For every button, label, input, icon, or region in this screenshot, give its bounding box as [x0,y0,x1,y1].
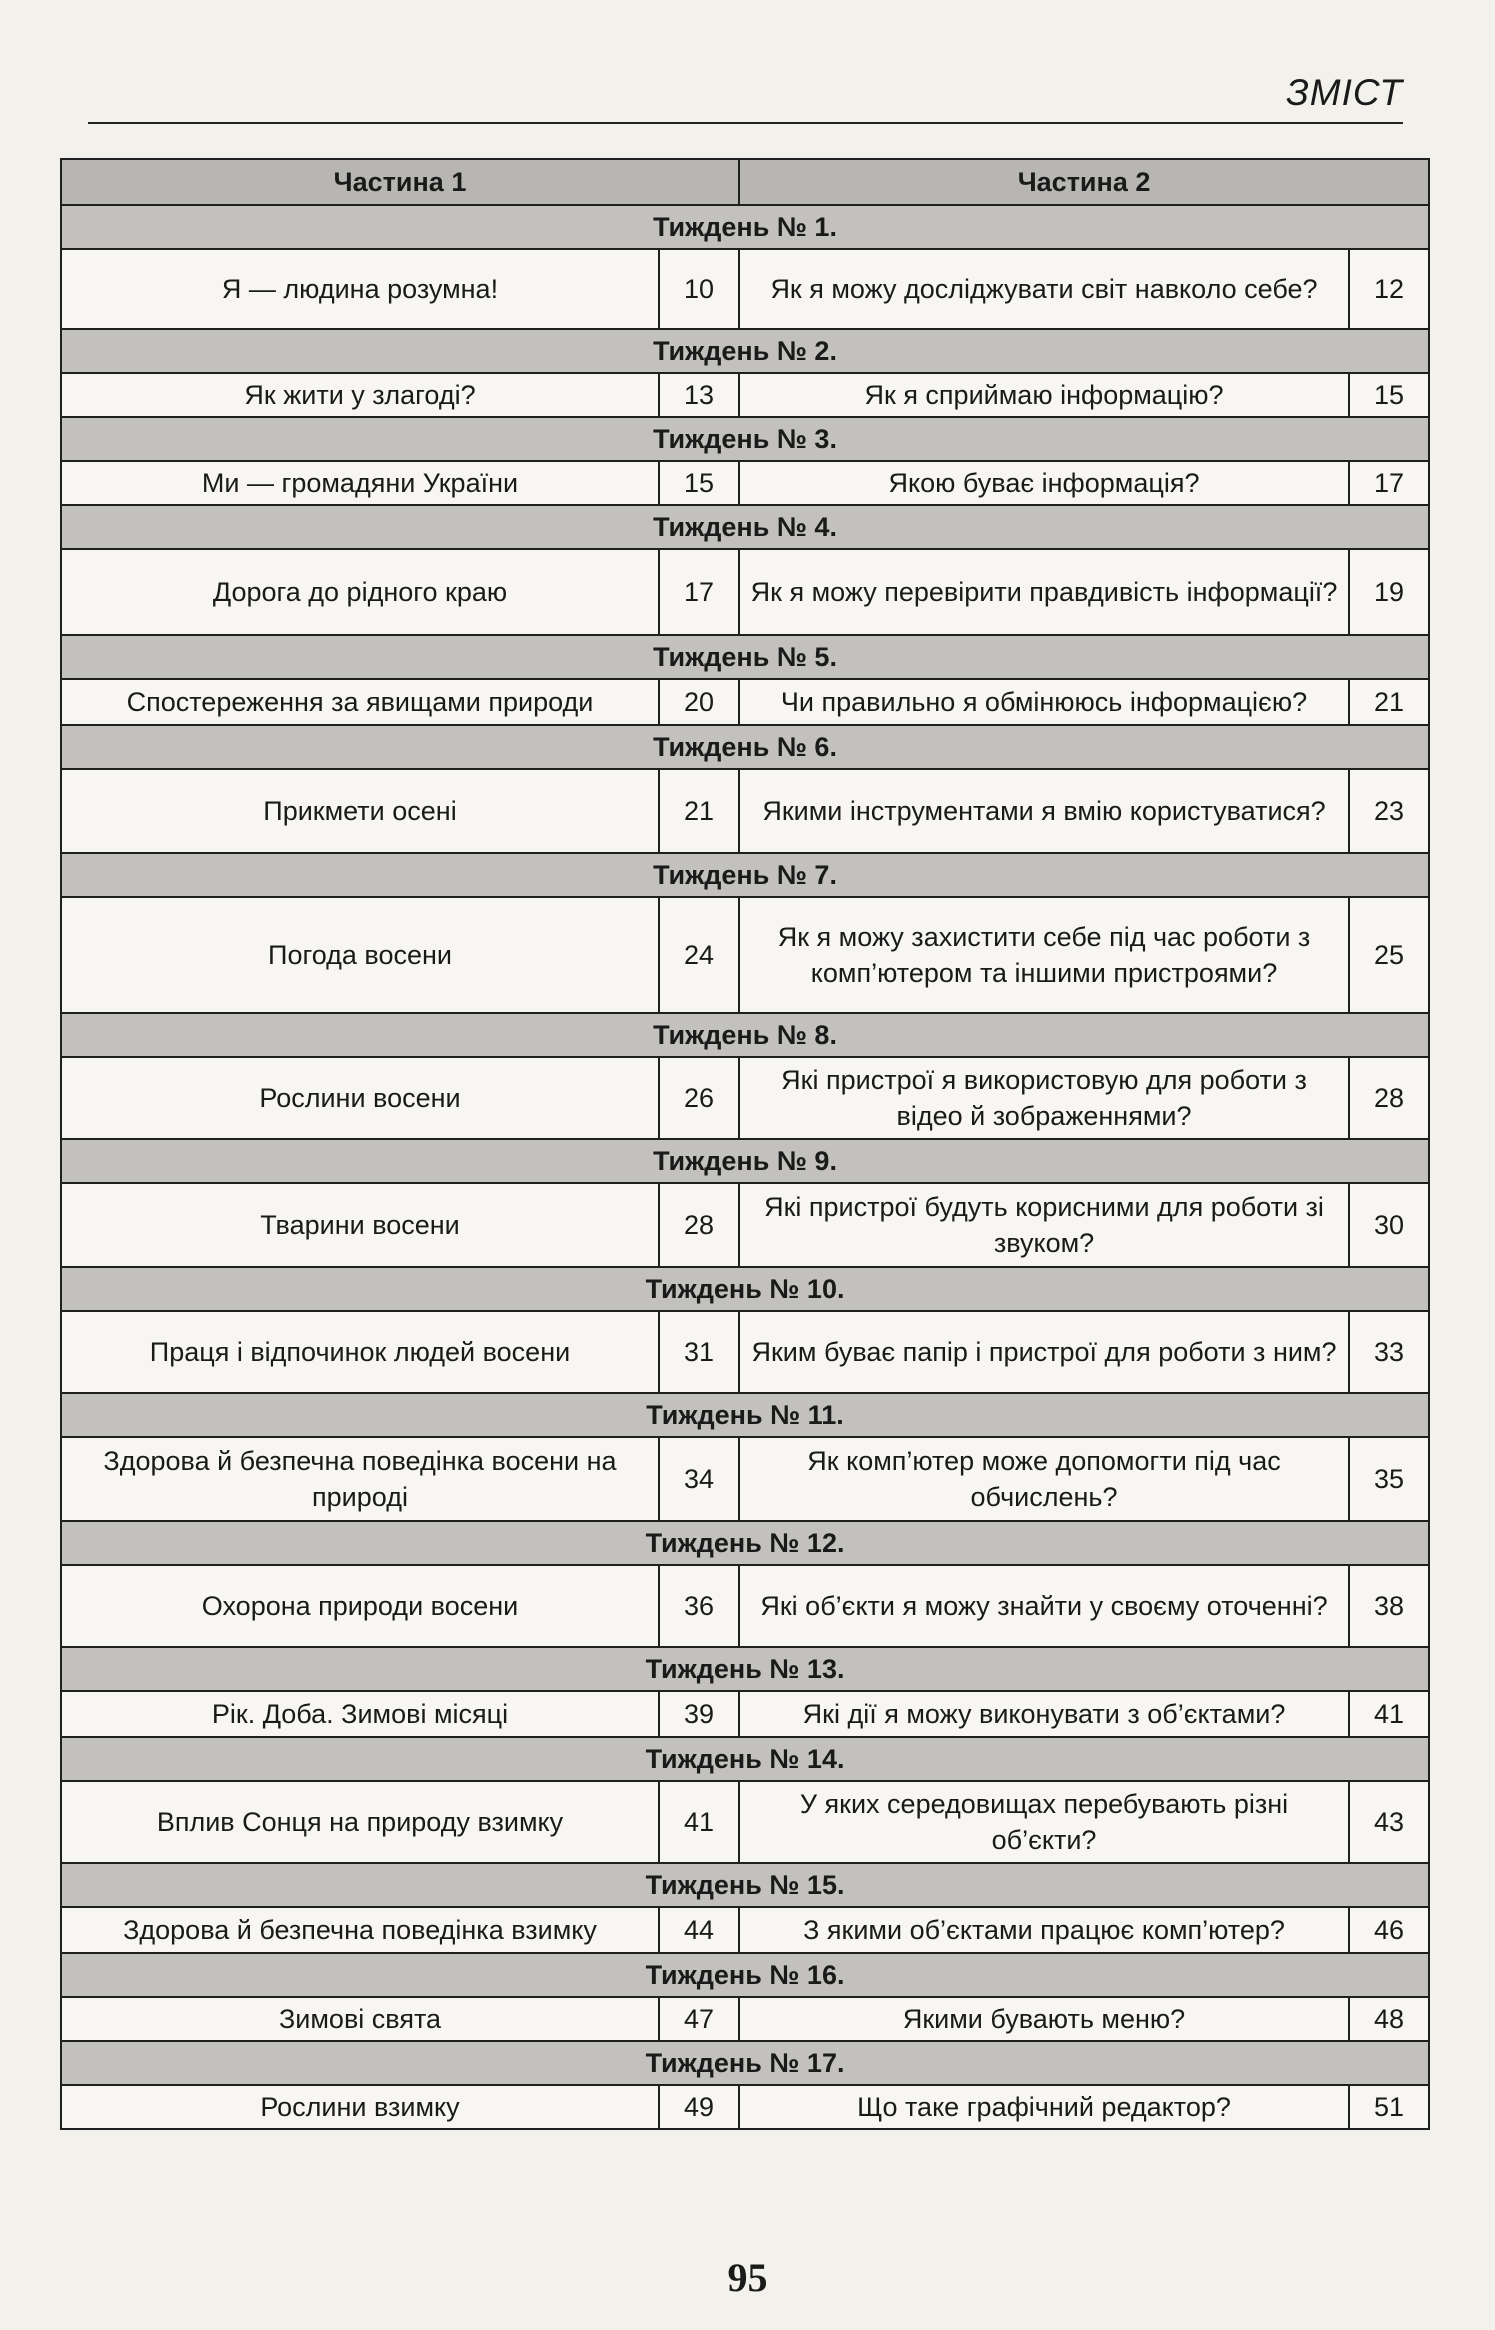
week-header-row [61,1393,1429,1437]
lesson-row [61,1437,1429,1521]
week-header-row [61,1647,1429,1691]
part-1-topic: Як жити у злагоді? [61,373,659,417]
week-title: Тиждень № 5. [61,635,1429,679]
week-header-row [61,1737,1429,1781]
week-header-row [61,205,1429,249]
part-2-topic: Як я можу захистити себе під час роботи з комп’ютером та іншими пристроями? [739,897,1349,1013]
week-title: Тиждень № 2. [61,329,1429,373]
week-header-row [61,2041,1429,2085]
part-1-page: 44 [659,1907,739,1953]
part-1-page: 10 [659,249,739,329]
part-2-page: 35 [1349,1437,1429,1521]
part-1-page: 41 [659,1781,739,1863]
week-header-row [61,1139,1429,1183]
part-1-topic: Вплив Сонця на природу взимку [61,1781,659,1863]
week-title: Тиждень № 8. [61,1013,1429,1057]
lesson-row [61,373,1429,417]
part-1-page: 36 [659,1565,739,1647]
contents-table-body [61,159,1429,2129]
week-header-row [61,853,1429,897]
part-1-page: 21 [659,769,739,853]
part-2-page: 30 [1349,1183,1429,1267]
week-header-row [61,1267,1429,1311]
lesson-row [61,1183,1429,1267]
part-header-row [61,159,1429,205]
lesson-row [61,679,1429,725]
week-title: Тиждень № 13. [61,1647,1429,1691]
part-2-topic: Як я можу перевірити правдивість інформації? [739,549,1349,635]
part-1-topic: Прикмети осені [61,769,659,853]
part-1-topic: Я — людина розумна! [61,249,659,329]
part-1-topic: Здорова й безпечна поведінка восени на природі [61,1437,659,1521]
part-1-topic: Тварини восени [61,1183,659,1267]
week-header-row [61,1953,1429,1997]
part-1-page: 28 [659,1183,739,1267]
part-1-page: 31 [659,1311,739,1393]
part-1-topic: Рослини взимку [61,2085,659,2129]
part-2-page: 15 [1349,373,1429,417]
week-title: Тиждень № 12. [61,1521,1429,1565]
week-title: Тиждень № 17. [61,2041,1429,2085]
week-title: Тиждень № 14. [61,1737,1429,1781]
week-title: Тиждень № 15. [61,1863,1429,1907]
header-divider [88,122,1403,124]
part-1-page: 24 [659,897,739,1013]
part-2-topic: Як комп’ютер може допомогти під час обчислень? [739,1437,1349,1521]
part-1-topic: Спостереження за явищами природи [61,679,659,725]
week-title: Тиждень № 11. [61,1393,1429,1437]
part-2-page: 25 [1349,897,1429,1013]
part-2-topic: У яких середовищах перебувають різні об’єкти? [739,1781,1349,1863]
week-title: Тиждень № 9. [61,1139,1429,1183]
lesson-row [61,461,1429,505]
contents-table [60,158,1430,2130]
part-1-page: 49 [659,2085,739,2129]
part-2-page: 46 [1349,1907,1429,1953]
part-1-topic: Рослини восени [61,1057,659,1139]
part-2-topic: Як я сприймаю інформацію? [739,373,1349,417]
part-2-topic: Які об’єкти я можу знайти у своєму оточенні? [739,1565,1349,1647]
part-2-topic: Які пристрої я використовую для роботи з відео й зображеннями? [739,1057,1349,1139]
part-2-topic: Якими інструментами я вмію користуватися? [739,769,1349,853]
lesson-row [61,1781,1429,1863]
part-2-page: 28 [1349,1057,1429,1139]
section-title: ЗМІСТ [1286,72,1403,113]
part-1-page: 26 [659,1057,739,1139]
lesson-row [61,2085,1429,2129]
part-2-page: 48 [1349,1997,1429,2041]
week-header-row [61,505,1429,549]
week-title: Тиждень № 6. [61,725,1429,769]
week-header-row [61,329,1429,373]
part-1-page: 20 [659,679,739,725]
week-title: Тиждень № 3. [61,417,1429,461]
lesson-row [61,1997,1429,2041]
part-1-page: 34 [659,1437,739,1521]
part-2-topic: Яким буває папір і пристрої для роботи з ним? [739,1311,1349,1393]
part-2-topic: Що таке графічний редактор? [739,2085,1349,2129]
week-title: Тиждень № 10. [61,1267,1429,1311]
part-2-header: Частина 2 [739,159,1429,205]
part-1-topic: Дорога до рідного краю [61,549,659,635]
lesson-row [61,1311,1429,1393]
part-1-header: Частина 1 [61,159,739,205]
week-title: Тиждень № 7. [61,853,1429,897]
lesson-row [61,769,1429,853]
lesson-row [61,1907,1429,1953]
part-2-page: 12 [1349,249,1429,329]
part-1-page: 39 [659,1691,739,1737]
week-header-row [61,417,1429,461]
part-1-topic: Охорона природи восени [61,1565,659,1647]
part-2-page: 51 [1349,2085,1429,2129]
part-1-page: 17 [659,549,739,635]
week-header-row [61,1863,1429,1907]
week-title: Тиждень № 1. [61,205,1429,249]
part-2-page: 38 [1349,1565,1429,1647]
part-2-page: 43 [1349,1781,1429,1863]
lesson-row [61,1565,1429,1647]
part-1-topic: Здорова й безпечна поведінка взимку [61,1907,659,1953]
part-1-page: 15 [659,461,739,505]
part-1-topic: Погода восени [61,897,659,1013]
week-header-row [61,725,1429,769]
part-1-topic: Зимові свята [61,1997,659,2041]
lesson-row [61,897,1429,1013]
part-2-page: 17 [1349,461,1429,505]
part-2-topic: Якими бувають меню? [739,1997,1349,2041]
part-2-topic: Чи правильно я обмінююсь інформацією? [739,679,1349,725]
part-2-page: 21 [1349,679,1429,725]
week-header-row [61,1013,1429,1057]
lesson-row [61,1691,1429,1737]
part-1-topic: Рік. Доба. Зимові місяці [61,1691,659,1737]
lesson-row [61,1057,1429,1139]
part-1-page: 47 [659,1997,739,2041]
part-2-page: 41 [1349,1691,1429,1737]
part-1-page: 13 [659,373,739,417]
part-2-page: 23 [1349,769,1429,853]
part-2-topic: Які дії я можу виконувати з об’єктами? [739,1691,1349,1737]
part-2-topic: Які пристрої будуть корисними для роботи зі звуком? [739,1183,1349,1267]
part-2-topic: З якими об’єктами працює комп’ютер? [739,1907,1349,1953]
page-number: 95 [727,2255,768,2300]
part-2-page: 33 [1349,1311,1429,1393]
lesson-row [61,249,1429,329]
part-1-topic: Ми — громадяни України [61,461,659,505]
week-header-row [61,635,1429,679]
part-2-topic: Якою буває інформація? [739,461,1349,505]
lesson-row [61,549,1429,635]
part-2-topic: Як я можу досліджувати світ навколо себе? [739,249,1349,329]
week-header-row [61,1521,1429,1565]
week-title: Тиждень № 16. [61,1953,1429,1997]
part-1-topic: Праця і відпочинок людей восени [61,1311,659,1393]
part-2-page: 19 [1349,549,1429,635]
week-title: Тиждень № 4. [61,505,1429,549]
